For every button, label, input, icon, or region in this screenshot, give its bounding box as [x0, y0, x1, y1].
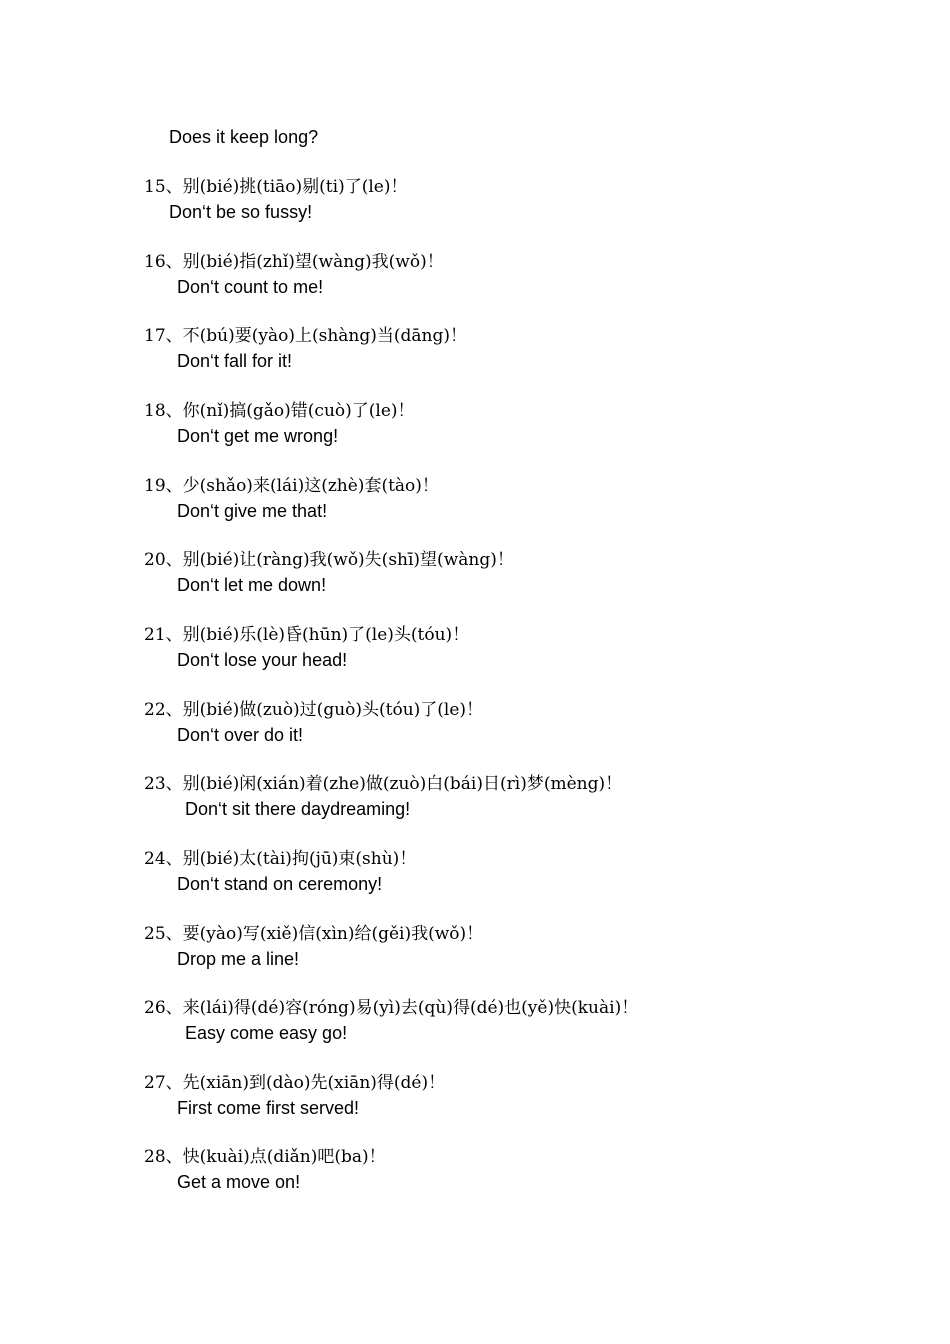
entry-22-chinese: 22、别(bié)做(zuò)过(guò)头(tóu)了(le)！ — [144, 700, 484, 720]
entry-18-chinese: 18、你(nǐ)搞(gǎo)错(cuò)了(le)！ — [144, 401, 415, 421]
intro-translation: Does it keep long? — [169, 127, 319, 147]
entry-18-english: Don‘t get me wrong! — [177, 426, 339, 446]
entry-24-chinese: 24、别(bié)太(tài)拘(jū)束(shù)！ — [144, 849, 417, 869]
entry-23-chinese: 23、别(bié)闲(xián)着(zhe)做(zuò)白(bái)日(rì)梦(mèng)！ — [144, 774, 623, 794]
entry-24-english: Don‘t stand on ceremony! — [177, 874, 383, 894]
entry-23-english: Don‘t sit there daydreaming! — [185, 799, 411, 819]
entry-25-chinese: 25、要(yào)写(xiě)信(xìn)给(gěi)我(wǒ)！ — [144, 924, 484, 944]
entry-19-chinese: 19、少(shǎo)来(lái)这(zhè)套(tào)！ — [144, 476, 439, 496]
entry-15-chinese: 15、别(bié)挑(tiāo)剔(ti)了(le)！ — [144, 177, 408, 197]
entry-15-english: Don‘t be so fussy! — [169, 202, 313, 222]
entry-27-english: First come first served! — [177, 1098, 360, 1118]
entry-16-english: Don‘t count to me! — [177, 277, 324, 297]
entry-20-english: Don‘t let me down! — [177, 575, 327, 595]
entry-28-english: Get a move on! — [177, 1172, 301, 1192]
entry-26-chinese: 26、来(lái)得(dé)容(róng)易(yì)去(qù)得(dé)也(yě)快(kuài)！ — [144, 998, 639, 1018]
entry-22-english: Don‘t over do it! — [177, 725, 304, 745]
entry-21-chinese: 21、别(bié)乐(lè)昏(hūn)了(le)头(tóu)！ — [144, 625, 470, 645]
entry-25-english: Drop me a line! — [177, 949, 300, 969]
entry-28-chinese: 28、快(kuài)点(diǎn)吧(ba)！ — [144, 1147, 386, 1167]
entry-27-chinese: 27、先(xiān)到(dào)先(xiān)得(dé)！ — [144, 1073, 446, 1093]
entry-17-chinese: 17、不(bú)要(yào)上(shàng)当(dāng)！ — [144, 326, 467, 346]
entry-19-english: Don‘t give me that! — [177, 501, 328, 521]
entry-17-english: Don‘t fall for it! — [177, 351, 293, 371]
entry-20-chinese: 20、别(bié)让(ràng)我(wǒ)失(shī)望(wàng)！ — [144, 550, 514, 570]
entry-26-english: Easy come easy go! — [185, 1023, 348, 1043]
entry-16-chinese: 16、别(bié)指(zhǐ)望(wàng)我(wǒ)！ — [144, 252, 444, 272]
entry-21-english: Don‘t lose your head! — [177, 650, 348, 670]
